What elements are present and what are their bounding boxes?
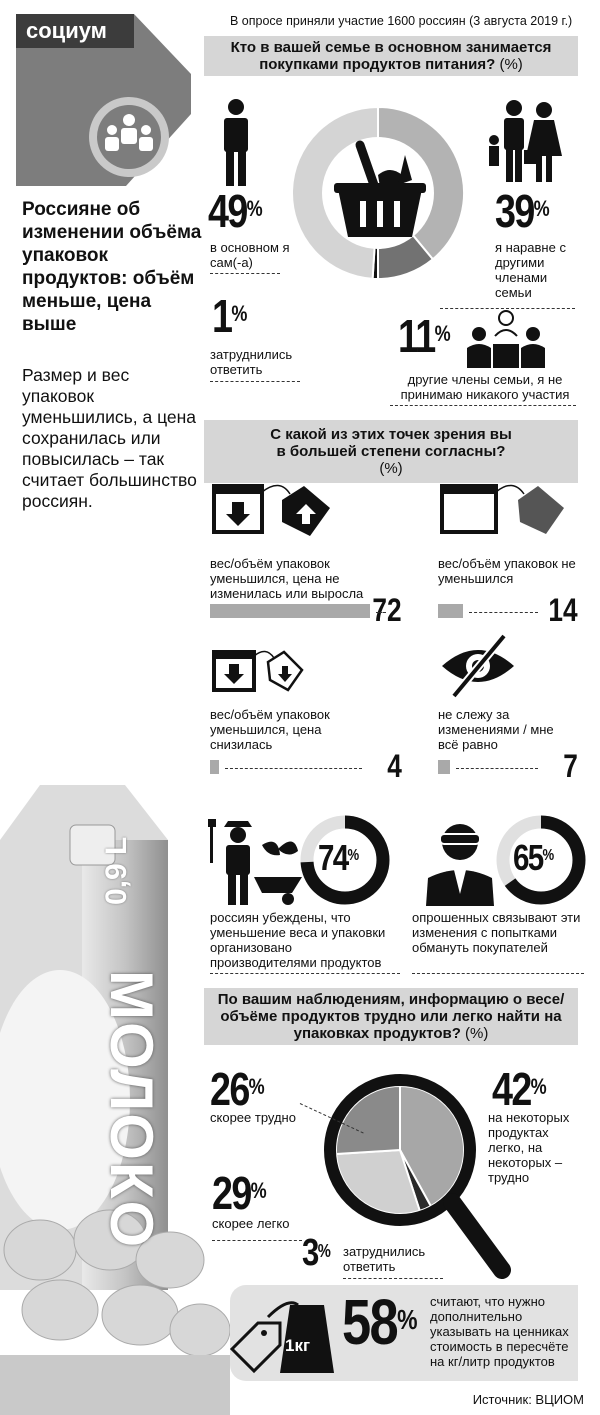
q1-label-1: я наравне с другими членами семьи — [495, 240, 566, 300]
eye-crossed-icon — [438, 632, 518, 700]
q1-label-3: затруднились ответить — [210, 347, 293, 377]
q2-label-2: вес/объём упаковок уменьшился, цена снизилась — [210, 707, 330, 752]
q2-question: С какой из этих точек зрения вы в большей степени согласны? — [270, 426, 512, 460]
q3-leader-3 — [343, 1278, 443, 1279]
q1-value-0: 49% — [208, 185, 263, 237]
q3-value-2: 29% — [212, 1167, 267, 1219]
stat-label-1: опрошенных связывают эти изменения с попытками обмануть покупателей — [412, 910, 581, 955]
q2-leader-2 — [225, 768, 362, 769]
source-note: Источник: ВЦИОМ — [472, 1392, 584, 1407]
q2-bar-1 — [438, 604, 463, 618]
basket-icon — [330, 125, 430, 245]
q1-unit: (%) — [499, 56, 523, 73]
q3-banner — [204, 988, 578, 1045]
q1-label-2: другие члены семьи, я не принимаю никакого участия — [400, 372, 570, 402]
q1-value-3: 1% — [212, 290, 248, 342]
package-down-price-up-icon — [210, 478, 335, 542]
survey-note: В опросе приняли участие 1600 россиян (3 августа 2019 г.) — [230, 14, 573, 28]
weight-icon — [228, 1287, 338, 1379]
q3-pie-slice-3 — [336, 1086, 400, 1154]
page-title: Россияне об изменении объёма упаковок продуктов: объём меньше, цена выше — [22, 199, 202, 335]
q2-leader-3 — [456, 768, 538, 769]
stat-label-0: россиян убеждены, что уменьшение веса и упаковки организовано производителями продуктов — [210, 910, 386, 970]
q3-label-1: на некоторых продуктах легко, на некоторых – трудно — [488, 1110, 570, 1185]
q2-leader-0 — [376, 612, 386, 613]
q2-bar-3 — [438, 760, 450, 774]
q3-value-0: 26% — [210, 1063, 265, 1115]
q2-value-2: 4 — [387, 748, 402, 784]
society-icon — [86, 94, 172, 180]
rubric-label: социум — [26, 18, 107, 43]
package-down-price-down-icon — [210, 644, 305, 696]
person-icon — [218, 98, 254, 188]
package-price-tag-icon — [438, 478, 568, 542]
q1-value-1: 39% — [495, 185, 550, 237]
q2-value-0: 72 — [372, 592, 402, 628]
q1-leader-2 — [390, 405, 576, 406]
farmer-icon — [208, 815, 304, 907]
q2-leader-1 — [469, 612, 538, 613]
q2-label-3: не слежу за изменениями / мне всё равно — [438, 707, 554, 752]
q1-value-2: 11% — [398, 310, 451, 362]
stat-leader-0 — [210, 973, 400, 974]
carton-product-name: МОЛОКО — [98, 970, 165, 1250]
q2-bar-2 — [210, 760, 219, 774]
q3-question: По вашим наблюдениям, информацию о весе/объёме продуктов трудно или легко найти на упаковках продуктов? — [217, 991, 565, 1042]
q1-question: Кто в вашей семье в основном занимается покупками продуктов питания? — [230, 39, 552, 73]
footer-stat-label: считают, что нужно дополнительно указывать на ценниках стоимость в пересчёте на кг/литр продуктов — [430, 1294, 569, 1369]
stat-leader-1 — [412, 973, 584, 974]
q2-label-1: вес/объём упаковок не уменьшился — [438, 556, 576, 586]
stat-value-1: 65% — [513, 837, 555, 878]
q1-banner — [204, 36, 578, 76]
family-icon — [486, 96, 570, 184]
q2-value-3: 7 — [563, 748, 578, 784]
rubric-block — [16, 14, 191, 186]
stat-value-0: 74% — [318, 837, 360, 878]
q1-leader-0 — [210, 273, 280, 274]
q3-value-3: 3% — [302, 1232, 331, 1274]
q3-unit: (%) — [465, 1025, 489, 1042]
weight-label: 1кг — [285, 1336, 311, 1355]
carton-volume: 0,9 L — [100, 836, 133, 905]
q1-leader-3 — [210, 381, 300, 382]
thief-icon — [420, 818, 500, 906]
q2-banner — [204, 420, 578, 483]
q2-value-1: 14 — [548, 592, 578, 628]
q3-value-1: 42% — [492, 1063, 547, 1115]
q1-label-0: в основном я сам(-а) — [210, 240, 290, 270]
q3-label-0: скорее трудно — [210, 1110, 296, 1125]
q2-label-0: вес/объём упаковок уменьшился, цена не изменилась или выросла — [210, 556, 364, 601]
q3-label-3: затруднились ответить — [343, 1244, 426, 1274]
q2-unit: (%) — [379, 460, 403, 477]
q3-leader-2 — [212, 1240, 302, 1241]
meeting-icon — [465, 308, 547, 370]
q2-bar-0 — [210, 604, 370, 618]
lead-text: Размер и вес упаковок уменьшились, а цена сохранилась или повысилась – так считает большинство россиян. — [22, 365, 197, 511]
q3-label-2: скорее легко — [212, 1216, 290, 1231]
footer-stat-value: 58% — [342, 1286, 418, 1358]
